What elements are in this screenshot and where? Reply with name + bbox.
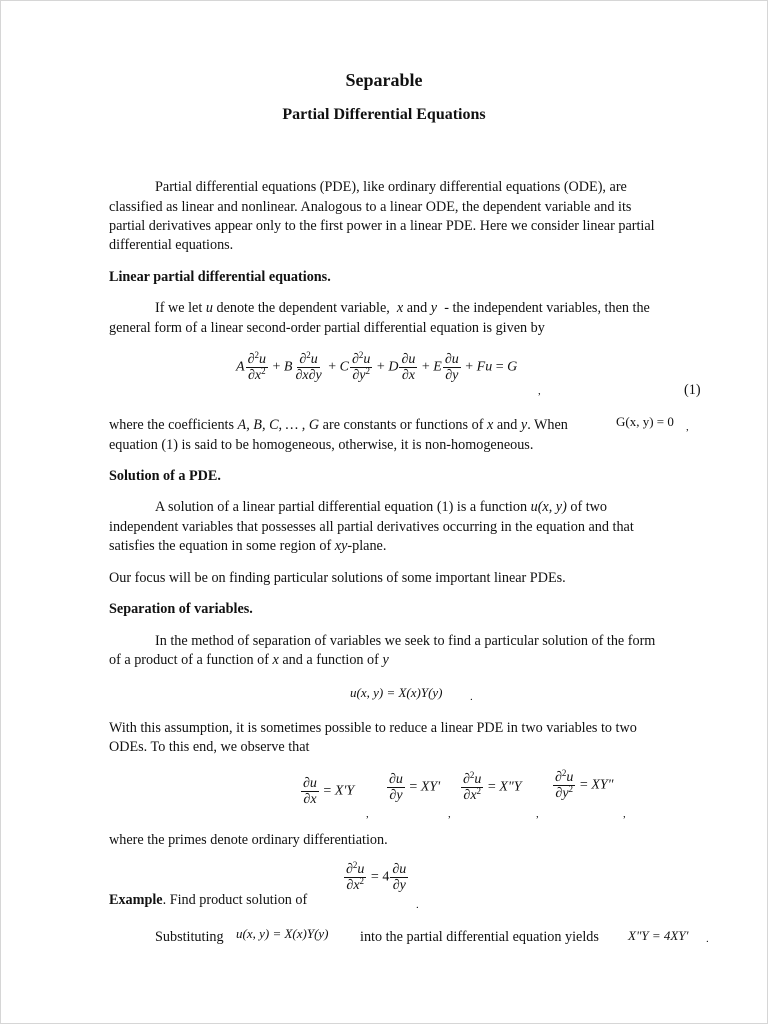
cond-comma: , xyxy=(686,421,689,433)
du-dy-relation: $\frac{\partial u}{\partial y}$ = XY' xyxy=(389,772,441,803)
assumption-line-1: With this assumption, it is sometimes possible to reduce a linear PDE in two variables to two xyxy=(109,720,637,736)
product-form-equation: u(x, y) = X(x)Y(y) xyxy=(350,685,443,700)
result-period: . xyxy=(706,933,709,945)
sep-comma-3: , xyxy=(536,808,539,820)
heading-separation: Separation of variables. xyxy=(109,601,253,617)
substitution-text: into the partial differential equation yields xyxy=(360,929,599,945)
d2u-dy2-relation: $\frac{\partial^2u}{\partial y^2}$ = XY" xyxy=(555,768,614,801)
sep-comma-1: , xyxy=(366,808,369,820)
du-dx-relation: $\frac{\partial u}{\partial x}$ = X'Y xyxy=(303,776,355,807)
separation-line-1: In the method of separation of variables we seek to find a particular solution of the form xyxy=(155,633,656,649)
equation-number: (1) xyxy=(684,382,701,398)
substituting-label: Substituting xyxy=(155,929,224,945)
substitution-equation: u(x, y) = X(x)Y(y) xyxy=(236,926,329,941)
linear-line-2: general form of a linear second-order partial differential equation is given by xyxy=(109,320,545,336)
intro-line-4: differential equations. xyxy=(109,237,234,253)
solution-line-1: A solution of a linear partial differential equation (1) is a function u(x, y) of two xyxy=(155,499,608,515)
solution-line-2: independent variables that possesses all partial derivatives occurring in the equation and that xyxy=(109,519,634,535)
heading-solution: Solution of a PDE. xyxy=(109,468,221,484)
example-period: . xyxy=(416,899,419,911)
page-subtitle: Partial Differential Equations xyxy=(282,106,486,123)
linear-line-1: If we let u denote the dependent variable, x and y - the independent variables, then the xyxy=(155,300,650,316)
focus-line: Our focus will be on finding particular solutions of some important linear PDEs. xyxy=(109,570,566,586)
intro-line-2: classified as linear and nonlinear. Analogous to a linear ODE, the dependent variable and its xyxy=(109,199,632,215)
d2u-dx2-relation: $\frac{\partial^2u}{\partial x^2}$ = X"Y xyxy=(463,770,522,803)
intro-line-3: partial derivatives appear only to the first power in a linear PDE. Here we consider linear partial xyxy=(109,218,655,234)
primes-line: where the primes denote ordinary differentiation. xyxy=(109,832,388,848)
coefficients-line-2: equation (1) is said to be homogeneous, otherwise, it is non-homogeneous. xyxy=(109,437,534,453)
assumption-line-2: ODEs. To this end, we observe that xyxy=(109,739,310,755)
eq-comma: , xyxy=(538,385,541,397)
product-period: . xyxy=(470,691,473,703)
homogeneous-condition: G(x, y) = 0 xyxy=(616,414,674,429)
substitution-result: X"Y = 4XY' xyxy=(628,928,689,943)
heading-linear-pde: Linear partial differential equations. xyxy=(109,269,331,285)
separation-line-2: of a product of a function of x and a function of y xyxy=(109,652,389,668)
example-line: Example. Find product solution of xyxy=(109,892,308,908)
coefficients-line-1: where the coefficients A, B, C, … , G are constants or functions of x and y. When xyxy=(109,417,568,433)
page-title: Separable xyxy=(345,70,423,90)
solution-line-3: satisfies the equation in some region of xy-plane. xyxy=(109,538,387,554)
sep-comma-4: , xyxy=(623,808,626,820)
general-pde-equation: A $\frac{\partial^2u}{\partial x^2}$ + B $\frac{\partial^2u}{\partial x\partial y}$ + C $\frac{\partial^2u}{\partial y^2}$ + D $\frac{\partial u}{\partial x}$ + E $\frac{\partial u}{\partial y}$ + Fu = G xyxy=(236,350,518,383)
intro-line-1: Partial differential equations (PDE), like ordinary differential equations (ODE), are xyxy=(155,179,627,195)
sep-comma-2: , xyxy=(448,808,451,820)
example-pde: $\frac{\partial^2u}{\partial x^2}$ = 4 $\frac{\partial u}{\partial y}$ xyxy=(346,860,407,893)
